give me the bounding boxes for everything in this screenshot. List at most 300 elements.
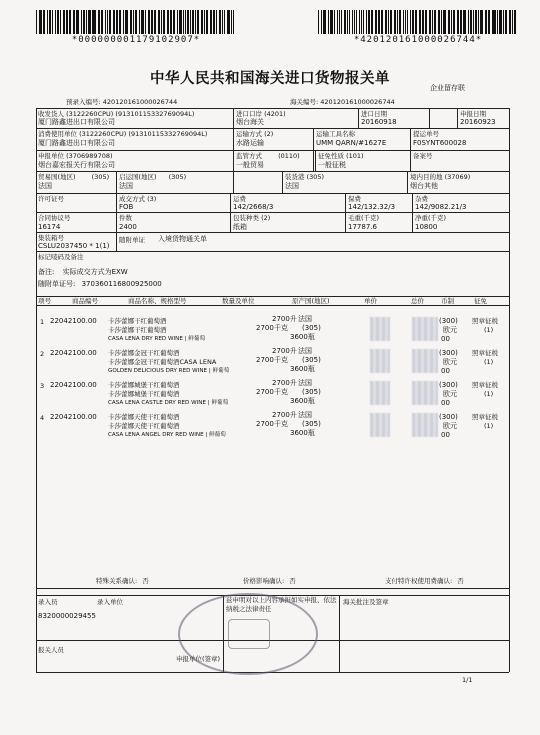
barcode-bar: [83, 10, 84, 34]
barcode-bar: [493, 10, 495, 34]
declarant-label: 申报单位 (3706989708): [38, 152, 113, 160]
table-row: [0, 379, 540, 412]
barcode-bar: [192, 10, 193, 34]
th-duty: 征免: [474, 297, 487, 305]
barcode-bar: [86, 10, 87, 34]
import-date-label: 进口日期: [361, 110, 387, 118]
port-loading-label: 装货港 (305): [285, 173, 325, 181]
license-label: 许可证号: [38, 195, 64, 203]
seal-unit-label: 申报单位(签章): [176, 655, 221, 663]
barcode-bar: [492, 10, 493, 34]
barcode-bar: [99, 10, 100, 34]
item-currency-name: 欧元: [443, 390, 457, 398]
barcode-bar: [116, 10, 117, 34]
barcode-bar: [463, 10, 465, 34]
barcode-bar: [324, 10, 326, 34]
barcode-bar: [368, 10, 370, 34]
barcode-bar: [509, 10, 511, 34]
item-duty-code: (1): [484, 326, 494, 334]
item-name-cn2: 卡莎蕾娜城堡干红葡萄酒: [108, 390, 180, 398]
barcode-bar: [451, 10, 452, 34]
item-currency-tail: 00: [441, 431, 450, 439]
barcode-bar: [133, 10, 134, 34]
port-loading-name: 法国: [285, 182, 299, 190]
barcode-bar: [66, 10, 68, 34]
marks-label: 标记唛码及备注: [38, 253, 84, 261]
barcode-bar: [361, 10, 362, 34]
th-no: 项号: [38, 297, 51, 305]
consumer-label: 消费使用单位 (3122260CPU) (91310115332769094L): [38, 130, 208, 138]
item-duty-code: (1): [484, 390, 494, 398]
customs-note-label: 海关批注及签章: [343, 598, 389, 606]
misc-fee-value: 142/9082.21/3: [415, 203, 467, 211]
barcode-bar: [145, 10, 146, 34]
redacted-price: [370, 349, 390, 373]
barcode-bar: [109, 10, 110, 34]
barcode-bar: [397, 10, 399, 34]
item-origin: 法国: [298, 379, 312, 387]
special-relation: 特殊关系确认: 否: [96, 577, 149, 585]
barcode-bar: [468, 10, 470, 34]
barcode-bar: [93, 10, 95, 34]
barcode-bar: [460, 10, 462, 34]
item-name-cn: 卡莎蕾娜金冠干红葡萄酒: [108, 349, 180, 357]
supervision-label: 监管方式 (0110): [236, 152, 300, 160]
barcode-bar: [88, 10, 90, 34]
barcode-bar: [480, 10, 482, 34]
declare-date-label: 申报日期: [460, 110, 486, 118]
item-currency-code: (300): [439, 317, 458, 325]
barcode-bar: [328, 10, 330, 34]
barcode-bar: [177, 10, 178, 34]
gross-label: 毛重(千克): [348, 214, 380, 222]
item-code: 22042100.00: [50, 413, 97, 421]
item-duty: 照章征税: [472, 413, 498, 421]
item-origin: 法国: [298, 347, 312, 355]
entry-person-value: 8320000029455: [38, 612, 96, 620]
barcode-bar: [161, 10, 162, 34]
item-origin: 法国: [298, 411, 312, 419]
barcode-bar: [219, 10, 221, 34]
barcode-bar: [141, 10, 143, 34]
barcode-bar: [403, 10, 404, 34]
item-qty-l: 2700升: [272, 379, 297, 387]
barcode-bar: [213, 10, 215, 34]
barcode-bar: [216, 10, 217, 34]
barcode-bar: [204, 10, 205, 34]
barcode-bar: [371, 10, 373, 34]
item-qty-kg: 2700千克: [256, 388, 288, 396]
barcode-bar: [457, 10, 459, 34]
barcode-bar: [101, 10, 102, 34]
redacted-total: [412, 317, 438, 341]
consignee-label: 收发货人 (3122260CPU) (91310115332769094L): [38, 110, 195, 118]
document-title: 中华人民共和国海关进口货物报关单: [150, 71, 390, 87]
barcode-bars: [318, 10, 518, 34]
gross-value: 17787.6: [348, 223, 377, 231]
barcode-bar: [135, 10, 137, 34]
barcode-bar: [375, 10, 377, 34]
barcode-bar: [119, 10, 121, 34]
barcode-bar: [434, 10, 436, 34]
origin-country-label: 启运国(地区) (305): [119, 173, 187, 181]
redacted-total: [412, 381, 438, 405]
levy-name: 一般征税: [318, 161, 346, 169]
barcode-bar: [405, 10, 407, 34]
barcode-bar: [130, 10, 132, 34]
item-qty-kg: 2700千克: [256, 324, 288, 332]
barcode-bar: [224, 10, 225, 34]
barcode-bar: [167, 10, 169, 34]
barcode-bar: [154, 10, 155, 34]
barcode-bar: [514, 10, 516, 34]
barcode-bar: [92, 10, 93, 34]
barcode-bar: [201, 10, 202, 34]
barcode-bar: [499, 10, 501, 34]
vessel-value: UMM QARN/#1627E: [316, 139, 387, 147]
barcode-bar: [113, 10, 115, 34]
barcode-bar: [415, 10, 417, 34]
item-origin-code: (305): [302, 388, 321, 396]
consumer-name: 厦门路鑫进出口有限公司: [38, 139, 115, 147]
declare-date-value: 20160923: [460, 118, 496, 126]
item-code: 22042100.00: [50, 317, 97, 325]
barcode-bar: [233, 10, 234, 34]
item-name-cn: 卡莎蕾娜城堡干红葡萄酒: [108, 381, 180, 389]
barcode-bar: [341, 10, 342, 34]
item-currency-name: 欧元: [443, 422, 457, 430]
item-qty-l: 2700升: [272, 347, 297, 355]
trade-country-label: 贸易国(地区) (305): [38, 173, 110, 181]
barcode-bar: [123, 10, 124, 34]
barcode-bar: [173, 10, 174, 34]
barcode-bar: [505, 10, 507, 34]
item-no: 3: [40, 382, 45, 390]
price-effect: 价格影响确认: 否: [243, 577, 296, 585]
declaration-statement: 兹申明对以上内容承担如实申报、依法纳税之法律责任: [226, 596, 337, 613]
item-qty-btl: 3600瓶: [290, 333, 315, 341]
barcode-bar: [179, 10, 181, 34]
barcode-bar: [210, 10, 212, 34]
barcode-bar: [497, 10, 498, 34]
barcode-bar: [385, 10, 387, 34]
consignee-name: 厦门路鑫进出口有限公司: [38, 118, 115, 126]
barcode-right-number: *420120161000026744*: [353, 35, 483, 45]
contract-value: 16174: [38, 223, 61, 231]
item-name-cn2: 卡莎蕾娜金冠干红葡萄酒CASA LENA: [108, 358, 217, 366]
barcode-bar: [47, 10, 48, 34]
item-name-en: CASA LENA DRY RED WINE | 鲜葡萄: [108, 336, 206, 342]
barcode-bars: [36, 10, 236, 34]
contract-label: 合同协议号: [38, 214, 71, 222]
barcode-bar: [422, 10, 424, 34]
item-name-cn2: 卡莎蕾娜天使干红葡萄酒: [108, 422, 180, 430]
item-currency-code: (300): [439, 349, 458, 357]
page-number: 1/1: [462, 676, 473, 684]
barcode-bar: [158, 10, 160, 34]
import-date-value: 20160918: [361, 118, 397, 126]
barcode-bar: [443, 10, 445, 34]
barcode-bar: [356, 10, 357, 34]
th-total: 总价: [411, 297, 424, 305]
barcode-bar: [197, 10, 199, 34]
barcode-bar: [185, 10, 186, 34]
barcode-bar: [318, 10, 319, 34]
barcode-bar: [412, 10, 414, 34]
item-currency-name: 欧元: [443, 326, 457, 334]
barcode-bar: [388, 10, 389, 34]
net-label: 净重(千克): [415, 214, 447, 222]
attach-docs: 随附单证号: 370360116800925000: [38, 280, 162, 288]
barcode-bar: [151, 10, 153, 34]
barcode-bar: [36, 10, 37, 34]
redacted-total: [412, 349, 438, 373]
barcode-bar: [473, 10, 474, 34]
barcode-bar: [485, 10, 486, 34]
barcode-bar: [344, 10, 346, 34]
barcode-bar: [125, 10, 126, 34]
barcode-bar: [407, 10, 408, 34]
barcode-bar: [321, 10, 322, 34]
levy-label: 征免性质 (101): [318, 152, 364, 160]
insurance-label: 保费: [348, 195, 361, 203]
barcode-bar: [148, 10, 150, 34]
item-no: 4: [40, 414, 45, 422]
item-qty-btl: 3600瓶: [290, 365, 315, 373]
customs-number: 海关编号: 420120161000026744: [290, 98, 395, 106]
barcode-bar: [470, 10, 472, 34]
barcode-bar: [488, 10, 490, 34]
item-qty-l: 2700升: [272, 411, 297, 419]
barcode-bar: [438, 10, 440, 34]
item-code: 22042100.00: [50, 349, 97, 357]
royalty-confirm: 支付特许权使用费确认: 否: [385, 577, 464, 585]
barcode-bar: [126, 10, 127, 34]
item-currency-code: (300): [439, 381, 458, 389]
item-name-cn2: 卡莎蕾娜干红葡萄酒: [108, 326, 167, 334]
preentry-number: 预录入编号: 420120161000026744: [66, 98, 178, 106]
barcode-bar: [399, 10, 401, 34]
barcode-bar: [63, 10, 64, 34]
packages-label: 件数: [119, 214, 132, 222]
item-currency-code: (300): [439, 413, 458, 421]
barcode-bar: [381, 10, 383, 34]
barcode-bar: [170, 10, 172, 34]
item-origin-code: (305): [302, 356, 321, 364]
barcode-bar: [512, 10, 514, 34]
barcode-bar: [410, 10, 412, 34]
item-currency-tail: 00: [441, 335, 450, 343]
barcode-bar: [107, 10, 108, 34]
barcode-left: [36, 10, 236, 45]
barcode-bar: [448, 10, 450, 34]
item-no: 1: [40, 318, 45, 326]
barcode-bar: [359, 10, 361, 34]
barcode-bar: [187, 10, 188, 34]
barcode-bar: [39, 10, 41, 34]
transport-label: 运输方式 (2): [236, 130, 274, 138]
item-name-cn: 卡莎蕾娜干红葡萄酒: [108, 317, 167, 325]
barcode-bar: [139, 10, 140, 34]
barcode-bar: [394, 10, 396, 34]
barcode-bar: [441, 10, 443, 34]
th-origin: 原产国(地区): [292, 297, 330, 305]
deal-method-label: 成交方式 (3): [119, 195, 157, 203]
entry-person-label: 录入员: [38, 598, 58, 606]
item-origin: 法国: [298, 315, 312, 323]
barcode-bar: [183, 10, 184, 34]
freight-value: 142/2668/3: [233, 203, 274, 211]
origin-country-name: 法国: [119, 182, 133, 190]
barcode-bar: [231, 10, 232, 34]
table-row: [0, 347, 540, 380]
redacted-price: [370, 381, 390, 405]
barcode-bar: [190, 10, 191, 34]
barcode-bar: [60, 10, 61, 34]
net-value: 10800: [415, 223, 438, 231]
supervision-name: 一般贸易: [236, 161, 264, 169]
barcode-bar: [429, 10, 431, 34]
barcode-bar: [475, 10, 477, 34]
redacted-price: [370, 413, 390, 437]
item-name-en: CASA LENA CASTLE DRY RED WINE | 鲜葡萄: [108, 400, 229, 406]
barcode-bar: [419, 10, 421, 34]
barcode-bar: [57, 10, 59, 34]
barcode-bar: [76, 10, 77, 34]
container-value: CSLU2037450 * 1(1): [38, 242, 110, 250]
entry-unit-label: 录入单位: [97, 598, 123, 606]
declarant-person-label: 报关人员: [38, 646, 64, 654]
barcode-bar: [81, 10, 82, 34]
barcode-bar: [44, 10, 45, 34]
barcode-bar: [347, 10, 348, 34]
barcode-bar: [73, 10, 74, 34]
barcode-bar: [352, 10, 353, 34]
item-qty-btl: 3600瓶: [290, 397, 315, 405]
vessel-label: 运输工具名称: [316, 130, 355, 138]
item-origin-code: (305): [302, 420, 321, 428]
item-currency-tail: 00: [441, 367, 450, 375]
barcode-right: [318, 10, 518, 45]
misc-fee-label: 杂费: [415, 195, 428, 203]
item-currency-name: 欧元: [443, 358, 457, 366]
item-name-en: CASA LENA ANGEL DRY RED WINE | 鲜葡萄: [108, 432, 226, 438]
item-duty: 照章征税: [472, 317, 498, 325]
th-unit-price: 单价: [364, 297, 377, 305]
barcode-bar: [49, 10, 51, 34]
dest-name: 烟台其他: [410, 182, 438, 190]
barcode-bar: [77, 10, 78, 34]
item-duty: 照章征税: [472, 381, 498, 389]
barcode-bar: [378, 10, 380, 34]
barcode-bar: [330, 10, 332, 34]
barcode-bar: [503, 10, 505, 34]
declarant-name: 烟台嘉宏报关行有限公司: [38, 161, 115, 169]
dest-label: 境内目的地 (37069): [410, 173, 471, 181]
item-code: 22042100.00: [50, 381, 97, 389]
barcode-bar: [478, 10, 480, 34]
port-name: 烟台海关: [236, 118, 264, 126]
docs-label: 随附单证: [119, 236, 145, 244]
table-row: [0, 315, 540, 348]
barcode-bar: [337, 10, 338, 34]
barcode-bar: [339, 10, 341, 34]
seal-inner-box: [228, 619, 270, 649]
barcode-bar: [334, 10, 336, 34]
item-name-cn: 卡莎蕾娜天使干红葡萄酒: [108, 413, 180, 421]
barcode-bar: [227, 10, 229, 34]
item-currency-tail: 00: [441, 399, 450, 407]
redacted-total: [412, 413, 438, 437]
deal-method-name: FOB: [119, 203, 134, 211]
bl-label: 提运单号: [413, 130, 439, 138]
barcode-bar: [206, 10, 208, 34]
barcode-bar: [349, 10, 350, 34]
trade-country-name: 法国: [38, 182, 52, 190]
item-qty-btl: 3600瓶: [290, 429, 315, 437]
barcode-bar: [55, 10, 56, 34]
container-label: 集装箱号: [38, 234, 64, 242]
packages-value: 2400: [119, 223, 137, 231]
transport-name: 水路运输: [236, 139, 264, 147]
bl-value: F0SYNT600028: [413, 139, 467, 147]
barcode-bar: [69, 10, 71, 34]
barcode-bar: [453, 10, 455, 34]
barcode-bar: [52, 10, 53, 34]
barcode-bar: [43, 10, 44, 34]
item-qty-kg: 2700千克: [256, 420, 288, 428]
item-duty: 照章征税: [472, 349, 498, 357]
barcode-bar: [163, 10, 165, 34]
th-name: 商品名称、规格型号: [128, 297, 187, 305]
remark: 备注: 实际成交方式为EXW: [38, 268, 128, 276]
redacted-price: [370, 317, 390, 341]
barcode-bar: [366, 10, 367, 34]
th-currency: 币制: [441, 297, 454, 305]
table-row: [0, 411, 540, 444]
barcode-bar: [323, 10, 324, 34]
company-seal-stamp: [178, 593, 318, 675]
item-origin-code: (305): [302, 324, 321, 332]
port-label: 进口口岸 (4201): [236, 110, 286, 118]
barcode-bar: [363, 10, 364, 34]
record-label: 备案号: [413, 152, 433, 160]
barcode-bar: [105, 10, 106, 34]
th-qty: 数量及单位: [222, 297, 255, 305]
copy-label: 企业留存联: [430, 84, 465, 92]
item-duty-code: (1): [484, 422, 494, 430]
barcode-bar: [486, 10, 487, 34]
barcode-bar: [432, 10, 434, 34]
barcode-left-number: *000000001179102907*: [71, 35, 201, 45]
barcode-bar: [425, 10, 427, 34]
barcode-bar: [98, 10, 99, 34]
item-qty-l: 2700升: [272, 315, 297, 323]
item-name-en: GOLDEN DELICIOUS DRY RED WINE | 鲜葡萄: [108, 368, 230, 374]
insurance-value: 142/132.32/3: [348, 203, 396, 211]
pack-type-label: 包装种类 (2): [233, 214, 271, 222]
item-qty-kg: 2700千克: [256, 356, 288, 364]
item-no: 2: [40, 350, 45, 358]
barcode-bar: [390, 10, 392, 34]
barcode-bar: [195, 10, 196, 34]
barcode-bar: [222, 10, 223, 34]
th-code: 商品编号: [72, 297, 98, 305]
pack-type-name: 纸箱: [233, 223, 247, 231]
item-duty-code: (1): [484, 358, 494, 366]
barcode-bar: [354, 10, 356, 34]
docs-value: 入境货物通关单: [158, 235, 207, 243]
